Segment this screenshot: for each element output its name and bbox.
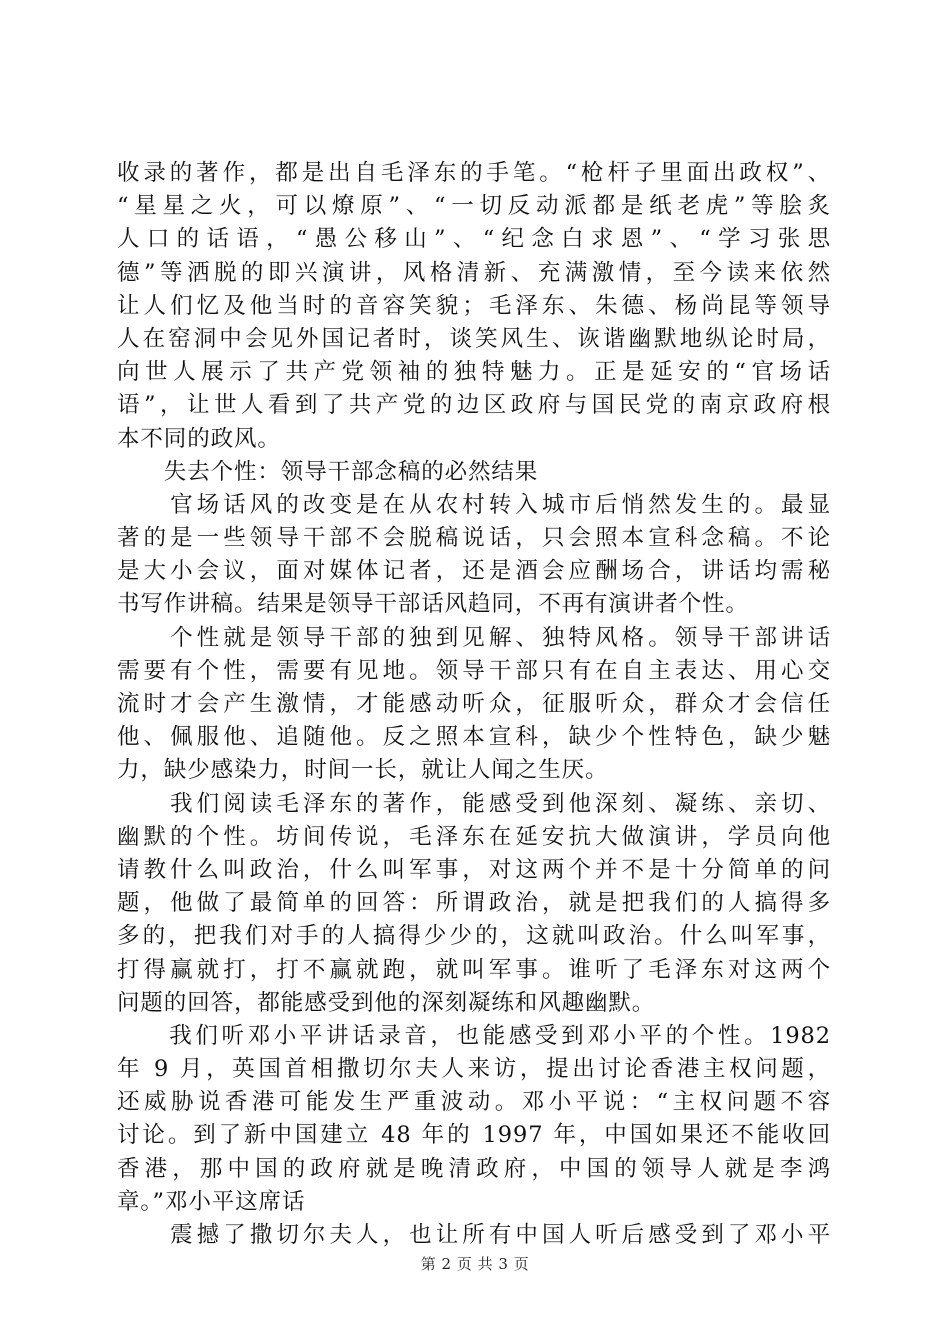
text-line: 官场话风的改变是在从农村转入城市后悄然发生的。最显 bbox=[117, 491, 831, 518]
text-line: 本不同的政风。 bbox=[117, 425, 281, 452]
text-line: 讨论。到了新中国建立 48 年的 1997 年，中国如果还不能收回 bbox=[117, 1122, 831, 1149]
text-line: 让人们忆及他当时的音容笑貌；毛泽东、朱德、杨尚昆等领导 bbox=[117, 292, 831, 319]
text-line: 请教什么叫政治，什么叫军事，对这两个并不是十分简单的问 bbox=[117, 856, 831, 883]
text-line: 书写作讲稿。结果是领导干部话风趋同，不再有演讲者个性。 bbox=[117, 591, 749, 618]
text-line: 章。”邓小平这席话 bbox=[117, 1188, 306, 1215]
document-body bbox=[117, 157, 831, 1252]
text-line: 是大小会议，面对媒体记者，还是酒会应酬场合，讲话均需秘 bbox=[117, 558, 831, 585]
text-line: 失去个性：领导干部念稿的必然结果 bbox=[117, 458, 539, 485]
text-line: 问题的回答，都能感受到他的深刻凝练和风趣幽默。 bbox=[117, 989, 656, 1016]
text-line: 人口的话语，“愚公移山”、“纪念白求恩”、“学习张思 bbox=[117, 226, 831, 253]
text-line: 需要有个性，需要有见地。领导干部只有在自主表达、用心交 bbox=[117, 657, 831, 684]
text-line: 著的是一些领导干部不会脱稿说话，只会照本宣科念稿。不论 bbox=[117, 525, 831, 552]
text-line: 题，他做了最简单的回答：所谓政治，就是把我们的人搞得多 bbox=[117, 890, 831, 917]
text-line: 向世人展示了共产党领袖的独特魅力。正是延安的“官场话 bbox=[117, 359, 831, 386]
text-line: 年 9 月，英国首相撒切尔夫人来访，提出讨论香港主权问题， bbox=[117, 1056, 831, 1083]
text-line: 德”等洒脱的即兴演讲，风格清新、充满激情，至今读来依然 bbox=[117, 259, 831, 286]
text-line: 人在窑洞中会见外国记者时，谈笑风生、诙谐幽默地纵论时局， bbox=[117, 325, 831, 352]
text-line: 收录的著作，都是出自毛泽东的手笔。“枪杆子里面出政权”、 bbox=[117, 160, 831, 186]
text-line: 打得赢就打，打不赢就跑，就叫军事。谁听了毛泽东对这两个 bbox=[117, 956, 831, 983]
text-line: 多的，把我们对手的人搞得少少的，这就叫政治。什么叫军事， bbox=[117, 923, 831, 950]
text-line: 力，缺少感染力，时间一长，就让人闻之生厌。 bbox=[117, 757, 609, 784]
text-line: 我们听邓小平讲话录音，也能感受到邓小平的个性。1982 bbox=[117, 1022, 831, 1049]
text-line: 香港，那中国的政府就是晚清政府，中国的领导人就是李鸿 bbox=[117, 1155, 831, 1182]
text-line: “星星之火，可以燎原”、“一切反动派都是纸老虎”等脍炙 bbox=[117, 193, 831, 220]
page-number-footer: 第 2 页 共 3 页 bbox=[420, 1255, 530, 1273]
text-line: 我们阅读毛泽东的著作，能感受到他深刻、凝练、亲切、 bbox=[117, 790, 831, 817]
text-line: 还威胁说香港可能发生严重波动。邓小平说：“主权问题不容 bbox=[117, 1089, 831, 1116]
text-line: 幽默的个性。坊间传说，毛泽东在延安抗大做演讲，学员向他 bbox=[117, 823, 831, 850]
text-line: 语”，让世人看到了共产党的边区政府与国民党的南京政府根 bbox=[117, 392, 831, 419]
text-line: 他、佩服他、追随他。反之照本宣科，缺少个性特色，缺少魅 bbox=[117, 724, 831, 751]
text-line: 流时才会产生激情，才能感动听众，征服听众，群众才会信任 bbox=[117, 691, 831, 717]
text-line: 震撼了撒切尔夫人，也让所有中国人听后感受到了邓小平 bbox=[117, 1222, 831, 1248]
text-line: 个性就是领导干部的独到见解、独特风格。领导干部讲话 bbox=[117, 624, 831, 651]
